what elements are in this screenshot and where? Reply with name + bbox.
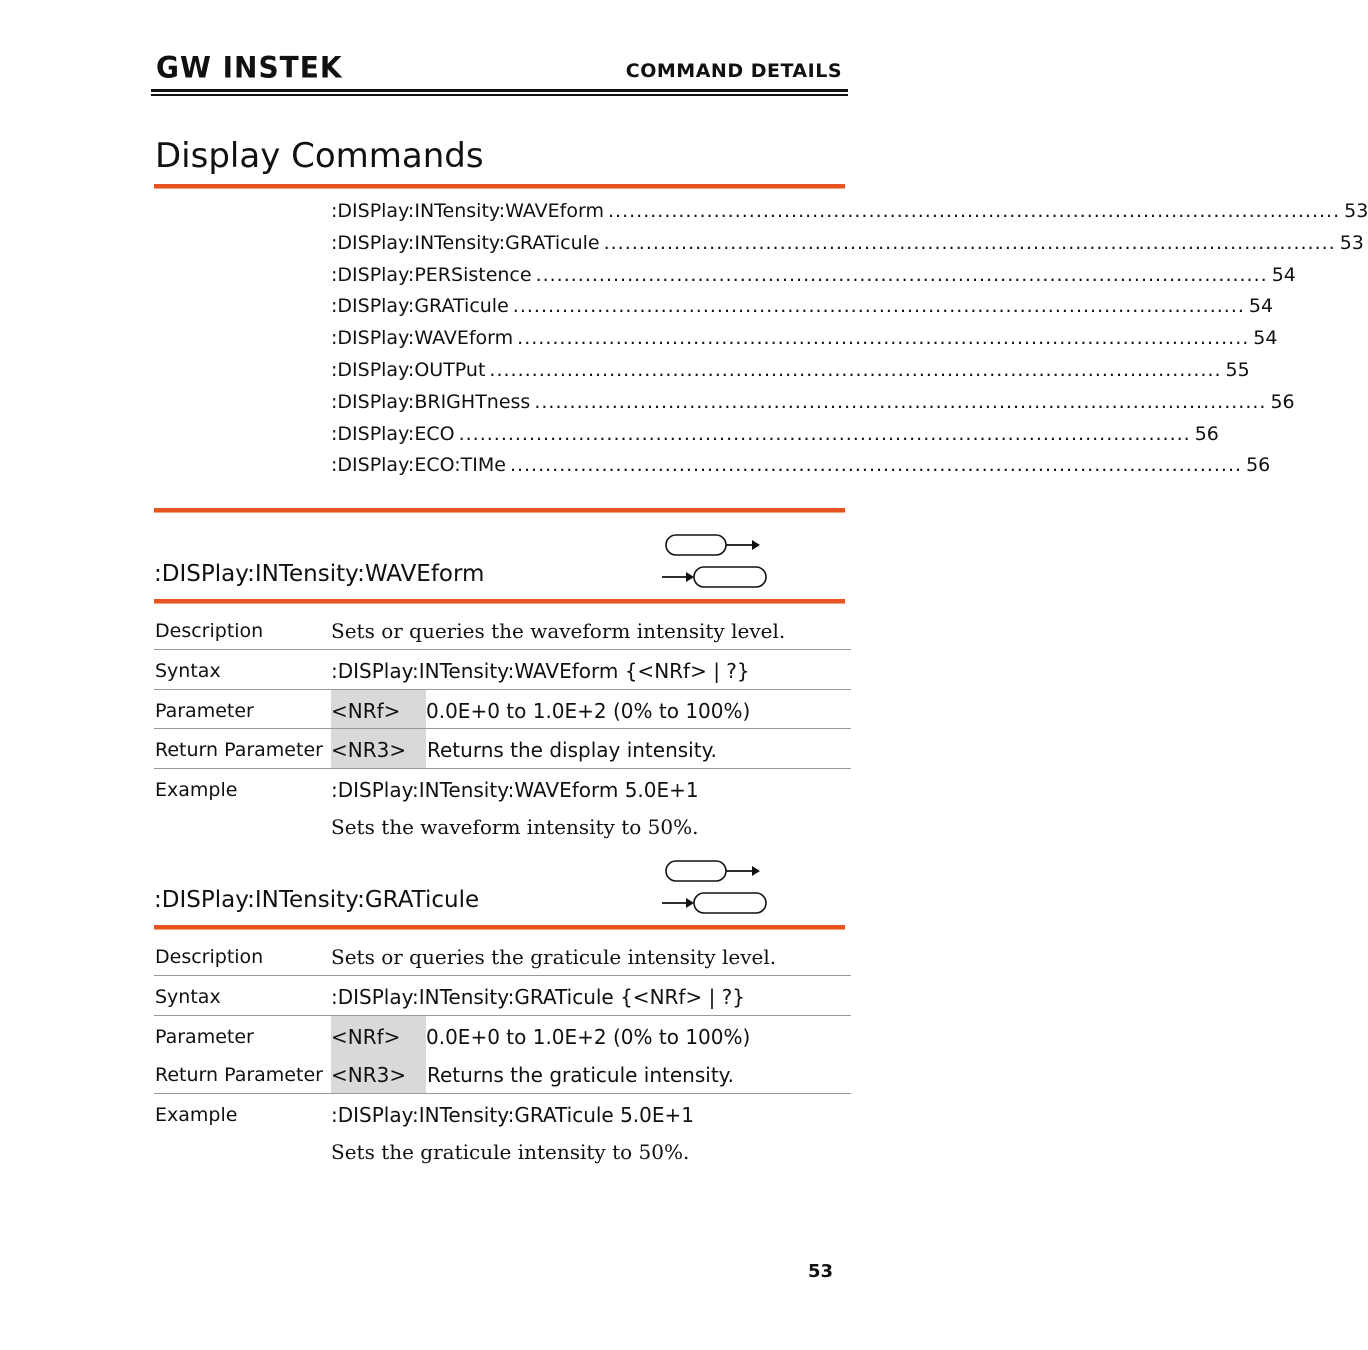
toc-item[interactable] <box>331 200 1368 232</box>
toc-item-page: 53 <box>1339 231 1364 254</box>
toc-item-page: 56 <box>1246 454 1271 477</box>
label-return-parameter: Return Parameter <box>155 739 323 761</box>
toc-item-text: :DISPlay:GRATicule <box>331 295 509 318</box>
section-title: :DISPlay:INTensity:WAVEform <box>154 561 485 587</box>
label-description: Description <box>155 620 264 642</box>
row-separator <box>154 975 851 976</box>
return-name: <NR3> <box>331 738 407 762</box>
toc-item[interactable] <box>331 358 1250 391</box>
toc-item-page: 56 <box>1270 390 1295 413</box>
row-separator <box>154 728 851 729</box>
set-query-icons <box>660 859 770 917</box>
label-example: Example <box>155 779 238 801</box>
section-divider <box>154 925 845 929</box>
label-parameter: Parameter <box>155 700 254 722</box>
example-description: Sets the waveform intensity to 50%. <box>331 815 699 839</box>
toc-item[interactable] <box>331 263 1296 296</box>
brand-logo: GW INSTEK <box>156 50 343 85</box>
query-command-icon <box>662 893 766 913</box>
toc-item-page: 56 <box>1194 422 1219 445</box>
description-text: Sets or queries the graticule intensity level. <box>331 945 777 969</box>
page-number: 53 <box>807 1261 833 1282</box>
example-command: :DISPlay:INTensity:WAVEform 5.0E+1 <box>331 778 699 802</box>
toc-item-text: :DISPlay:BRIGHTness <box>331 390 531 413</box>
section-title: :DISPlay:INTensity:GRATicule <box>154 887 480 913</box>
return-desc: Returns the graticule intensity. <box>427 1063 735 1087</box>
example-description: Sets the graticule intensity to 50%. <box>331 1140 690 1164</box>
toc-item-page: 54 <box>1248 295 1274 318</box>
syntax-text: :DISPlay:INTensity:WAVEform {<NRf> | ?} <box>331 659 750 683</box>
toc-item-text: :DISPlay:WAVEform <box>331 327 514 350</box>
param-desc: 0.0E+0 to 1.0E+2 (0% to 100%) <box>426 1025 751 1049</box>
toc-item[interactable] <box>331 231 1364 264</box>
toc-item[interactable] <box>331 422 1219 455</box>
toc-leader: ........................................................................................................ <box>458 422 1191 445</box>
toc-leader: ........................................................................................................ <box>603 231 1336 254</box>
header-rule <box>151 89 848 92</box>
param-desc: 0.0E+0 to 1.0E+2 (0% to 100%) <box>426 699 751 723</box>
toc-item[interactable] <box>331 327 1278 359</box>
toc-leader: ........................................................................................................ <box>535 263 1268 286</box>
row-separator <box>154 1015 851 1016</box>
toc-leader: ........................................................................................................ <box>489 358 1222 381</box>
toc-leader: ........................................................................................................ <box>512 295 1245 318</box>
query-command-icon <box>662 567 766 587</box>
toc-item-page: 53 <box>1344 200 1368 222</box>
set-command-icon <box>666 861 760 881</box>
toc-leader: ........................................................................................................ <box>517 327 1250 350</box>
header-section-title: COMMAND DETAILS <box>625 60 842 82</box>
example-command: :DISPlay:INTensity:GRATicule 5.0E+1 <box>331 1103 695 1127</box>
label-example: Example <box>155 1104 238 1126</box>
set-query-icons <box>660 533 770 591</box>
set-command-icon <box>666 535 760 555</box>
return-name: <NR3> <box>331 1063 407 1087</box>
toc-item-text: :DISPlay:INTensity:GRATicule <box>331 231 600 254</box>
label-syntax: Syntax <box>155 986 221 1008</box>
toc-divider <box>154 508 845 512</box>
toc-item-text: :DISPlay:ECO:TIMe <box>331 454 506 477</box>
param-name: <NRf> <box>331 699 401 723</box>
param-name: <NRf> <box>331 1025 401 1049</box>
page-title: Display Commands <box>155 136 484 176</box>
label-return-parameter: Return Parameter <box>155 1064 323 1086</box>
toc-leader: ........................................................................................................ <box>534 390 1267 413</box>
toc-item[interactable] <box>331 454 1271 486</box>
row-separator <box>154 689 851 690</box>
label-syntax: Syntax <box>155 660 221 682</box>
toc-item-text: :DISPlay:PERSistence <box>331 263 532 286</box>
toc-item-page: 54 <box>1271 263 1296 286</box>
row-separator <box>154 1093 851 1094</box>
toc-leader: ........................................................................................................ <box>509 454 1243 477</box>
row-separator <box>154 649 851 650</box>
toc-item-text: :DISPlay:ECO <box>331 422 455 445</box>
toc-item-page: 55 <box>1225 358 1250 381</box>
header-rule-thin <box>151 94 848 96</box>
title-divider <box>154 184 845 188</box>
toc-item-page: 54 <box>1253 327 1278 350</box>
toc-item-text: :DISPlay:OUTPut <box>331 358 486 381</box>
toc-item-text: :DISPlay:INTensity:WAVEform <box>331 200 604 222</box>
toc-list <box>331 200 1368 486</box>
section-divider <box>154 599 845 603</box>
toc-leader: ........................................................................................................ <box>608 200 1341 222</box>
label-description: Description <box>155 946 264 968</box>
toc-item[interactable] <box>331 295 1274 327</box>
description-text: Sets or queries the waveform intensity level. <box>331 619 786 643</box>
syntax-text: :DISPlay:INTensity:GRATicule {<NRf> | ?} <box>331 985 746 1009</box>
toc-item[interactable] <box>331 390 1295 423</box>
row-separator <box>154 768 851 769</box>
return-desc: Returns the display intensity. <box>427 738 717 762</box>
label-parameter: Parameter <box>155 1026 254 1048</box>
